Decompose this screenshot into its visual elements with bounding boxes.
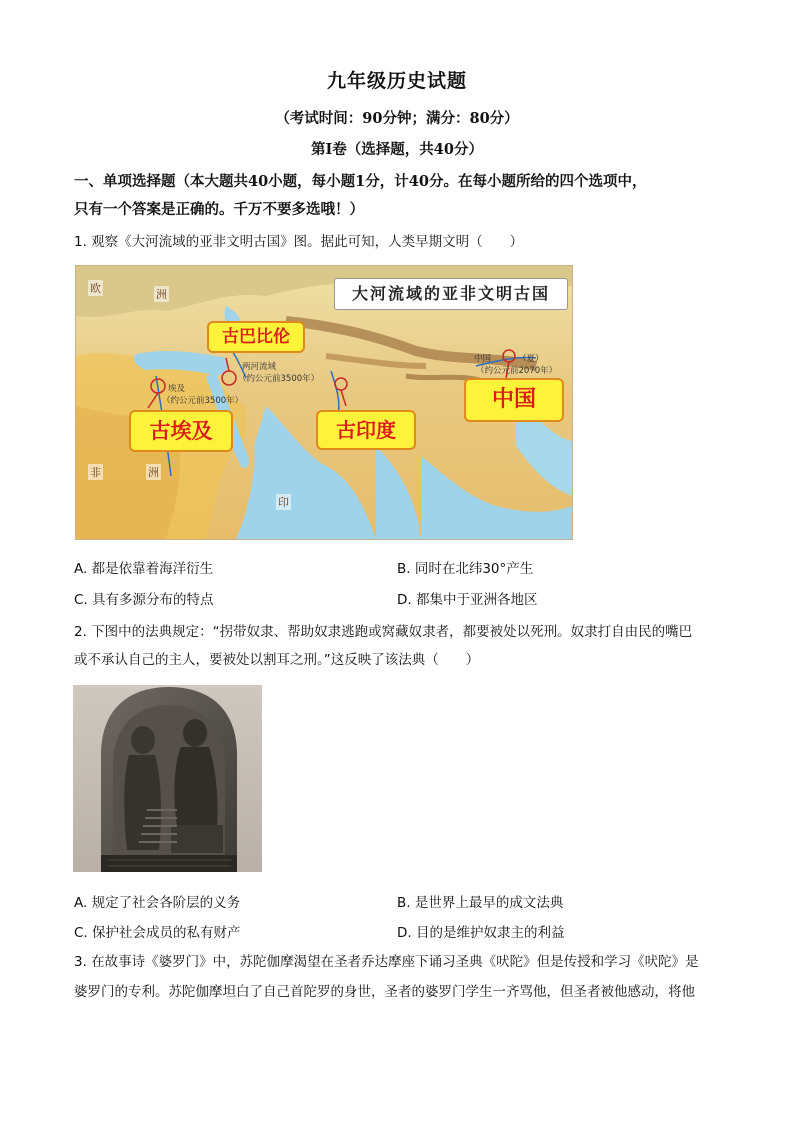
q2-option-d: D. 目的是维护奴隶主的利益 [397, 925, 565, 941]
question-1-stem: 1. 观察《大河流域的亚非文明古国》图。据此可知，人类早期文明（ ） [74, 234, 524, 250]
map-region-europe-2: 洲 [156, 288, 167, 301]
map-text-mesopotamia: 两河流域 [242, 362, 277, 372]
question-3-stem-line-1: 3. 在故事诗《婆罗门》中，苏陀伽摩渴望在圣者乔达摩座下诵习圣典《吠陀》但是传授和学习《吠陀》是 [74, 954, 699, 970]
question-2-stem-line-2: 或不承认自己的主人，要被处以割耳之刑。”这反映了该法典（ ） [74, 652, 480, 668]
map-text-egypt-date: （约公元前3500年） [162, 396, 244, 406]
question-2-stem-line-1: 2. 下图中的法典规定：“拐带奴隶、帮助奴隶逃跑或窝藏奴隶者，都要被处以死刑。奴隶打自由民的嘴巴 [74, 624, 693, 640]
q2-option-c: C. 保护社会成员的私有财产 [74, 925, 241, 941]
map-region-africa-2: 洲 [148, 466, 159, 479]
map-text-egypt: 埃及 [168, 384, 186, 394]
q1-option-c: C. 具有多源分布的特点 [74, 592, 214, 608]
label-ancient-babylon: 古巴比伦 [207, 321, 305, 353]
q1-option-a: A. 都是依靠着海洋衍生 [74, 561, 214, 577]
map-text-china-date: （约公元前2070年） [476, 366, 558, 376]
label-ancient-egypt: 古埃及 [129, 410, 233, 452]
label-china: 中国 [464, 378, 564, 422]
civilizations-map [75, 265, 573, 540]
map-region-africa: 非 [90, 466, 101, 479]
section-heading: 第Ⅰ卷（选择题，共40分） [311, 141, 483, 158]
q2-option-a: A. 规定了社会各阶层的义务 [74, 895, 241, 911]
map-text-china: 中国 [474, 354, 492, 364]
page-title: 九年级历史试题 [326, 70, 467, 92]
map-text-xia: （夏） [518, 354, 544, 364]
question-3-stem-line-2: 婆罗门的专利。苏陀伽摩坦白了自己首陀罗的身世，圣者的婆罗门学生一齐骂他，但圣者被他感动，将他 [74, 984, 695, 1000]
instructions-line-1: 一、单项选择题（本大题共40小题，每小题1分，计40分。在每小题所给的四个选项中， [74, 173, 647, 190]
instructions-line-2: 只有一个答案是正确的。千万不要多选哦！） [74, 201, 364, 218]
map-region-ocean: 印 [278, 496, 289, 509]
stele-image [73, 685, 262, 872]
map-text-mesopotamia-date: （约公元前3500年） [238, 374, 320, 384]
code-of-hammurabi-photo [73, 685, 262, 872]
map-title: 大河流域的亚非文明古国 [334, 278, 568, 310]
q2-option-b: B. 是世界上最早的成文法典 [397, 895, 564, 911]
q1-option-b: B. 同时在北纬30°产生 [397, 561, 534, 577]
q1-option-d: D. 都集中于亚洲各地区 [397, 592, 538, 608]
exam-info: （考试时间：90分钟；满分：80分） [275, 110, 519, 127]
map-region-europe: 欧 [90, 282, 101, 295]
label-ancient-india: 古印度 [316, 410, 416, 450]
instructions [74, 168, 734, 224]
